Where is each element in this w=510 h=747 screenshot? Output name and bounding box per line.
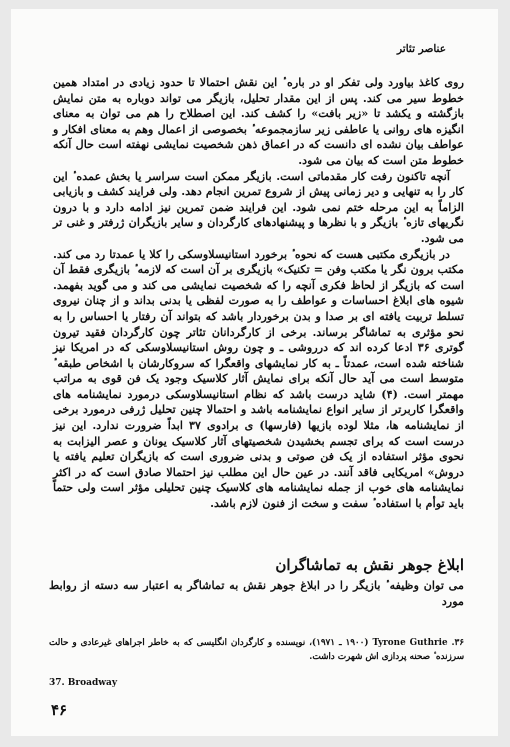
- paragraph: آنچه تاکنون رفت کار مقدماتی است. بازیگر ممکن است سراسر یا بخش عمده ٔ این کار را به تنهایی و دیر زمانی پیش از شروع تمرین انجام دهد. ولی فرایند کشف و بازیابی الزاماً به این مرحله ختم نمی شود. این فرایند ضمن تمرین نیز ادامه دارد و با درون نگریهای تازه ٔ بازیگر و با نظرها و پیشنهادهای کارگردان و سایر بازیگران ژرفتر و غنی تر می شود.: [53, 168, 464, 245]
- running-header: عناصر تئاتر: [396, 43, 446, 55]
- footnote-36: ۳۶. Tyrone Guthrie (۱۹۰۰ ـ ۱۹۷۱)، نویسنده و کارگردان انگلیسی که به خاطر اجراهای غیرعادی و حالت سرزنده ٔ صحنه پردازی اش شهرت داشت.: [49, 638, 464, 662]
- main-text: [53, 75, 464, 512]
- paragraph: در بازیگری مکتبی هست که نحوه ٔ برخورد استانیسلاوسکی را کلا یا عمدتا رد می کند. مکتب برون نگر یا مکتب وفن = تکنیک» بازیگری بر آن است که لازمه ٔ بازیگری فقط آن است که بازیگر از لحاظ فکری آنچه را که شخصیت نمایشی می کند و می گوید بفهمد. شیوه های ابلاغ احساسات و عواطف را به صورت لفظی یا بدنی بداند و از چنان نیروی تسلط تربیت یافته ای بر صدا و بدن برخوردار باشد که بتواند آن رفتار یا احساس را به نحو مؤثری به تماشاگر برساند. برخی از کارگردانان تئاتر چون کارگردان فقید تیرون گوتری ۳۶ ادعا کرده اند که درروشی ـ و چون روش استانیسلاوسکی که در امریکا نیز شناخته شده است، عمدتاً ـ به کار نمایشهای واقعگرا که سروکارشان با اشخاص طبقه ٔ متوسط است می آید حال آنکه برای نمایش آثار کلاسیک وجود یک فن قوی به مراتب مهمتر است. (۴) شاید درست باشد که نظام استانیسلاوسکی درمورد نمایشنامه های واقعگرا کاربرتر از سایر انواع نمایشنامه باشد و احتمالا چنین تحلیل ژرفی درمورد برخی از نمایشنامه ها، مثلا لوده بازیها (فارسها) ی برادوی ۳۷ ابداً ضرورت ندارد. این نیز درست است که برای تجسم بخشیدن شخصیتهای آثار کلاسیک یونان و عصر الیزابت به نحوی مؤثر استفاده از یک فن صوتی و بدنی ضروری است که بازیگران تعلیم یافته یا دروش» امریکایی فاقد آنند. در عین حال این مطلب نیز احتمالا صادق است که در اکثر نمایشنامه های خوب از جمله نمایشنامه های کلاسیک چنین تحلیلی مؤثر است ولی حتماً باید توأم با استفاده ٔ سفت و سخت از فنون لازم باشد.: [53, 246, 464, 511]
- section-intro-text: می توان وظیفه ٔ بازیگر را در ابلاغ جوهر نقش به تماشاگر به اعتبار سه دسته از روابط مورد: [49, 578, 464, 608]
- footnote-37: 37. Broadway: [49, 678, 118, 688]
- page-number: ۴۶: [51, 701, 68, 719]
- section-heading: ابلاغ جوهر نقش به تماشاگران: [275, 556, 464, 574]
- book-page: [11, 9, 498, 736]
- paragraph: روی کاغذ بیاورد ولی تفکر او در باره ٔ این نقش احتمالا تا حدود زیادی در امتداد همین خطوط سیر می کند. پس از این مقدار تحلیل، بازیگر می تواند دوباره به متن نمایش بازگشته و یکشد تا «زیر بافت» را کشف کند. این اصطلاح را هم می توان به معنای انگیزه های روانی یا عاطفی زیر سازمجموعه ٔ بخصوصی از اعمال وهم به معنای افکار و عواطف بیان نشده ای دانست که در اعماق ذهن شخصیت نمایشی نهفته است حال آنکه خطوط متن است که بیان می شود.: [53, 75, 464, 167]
